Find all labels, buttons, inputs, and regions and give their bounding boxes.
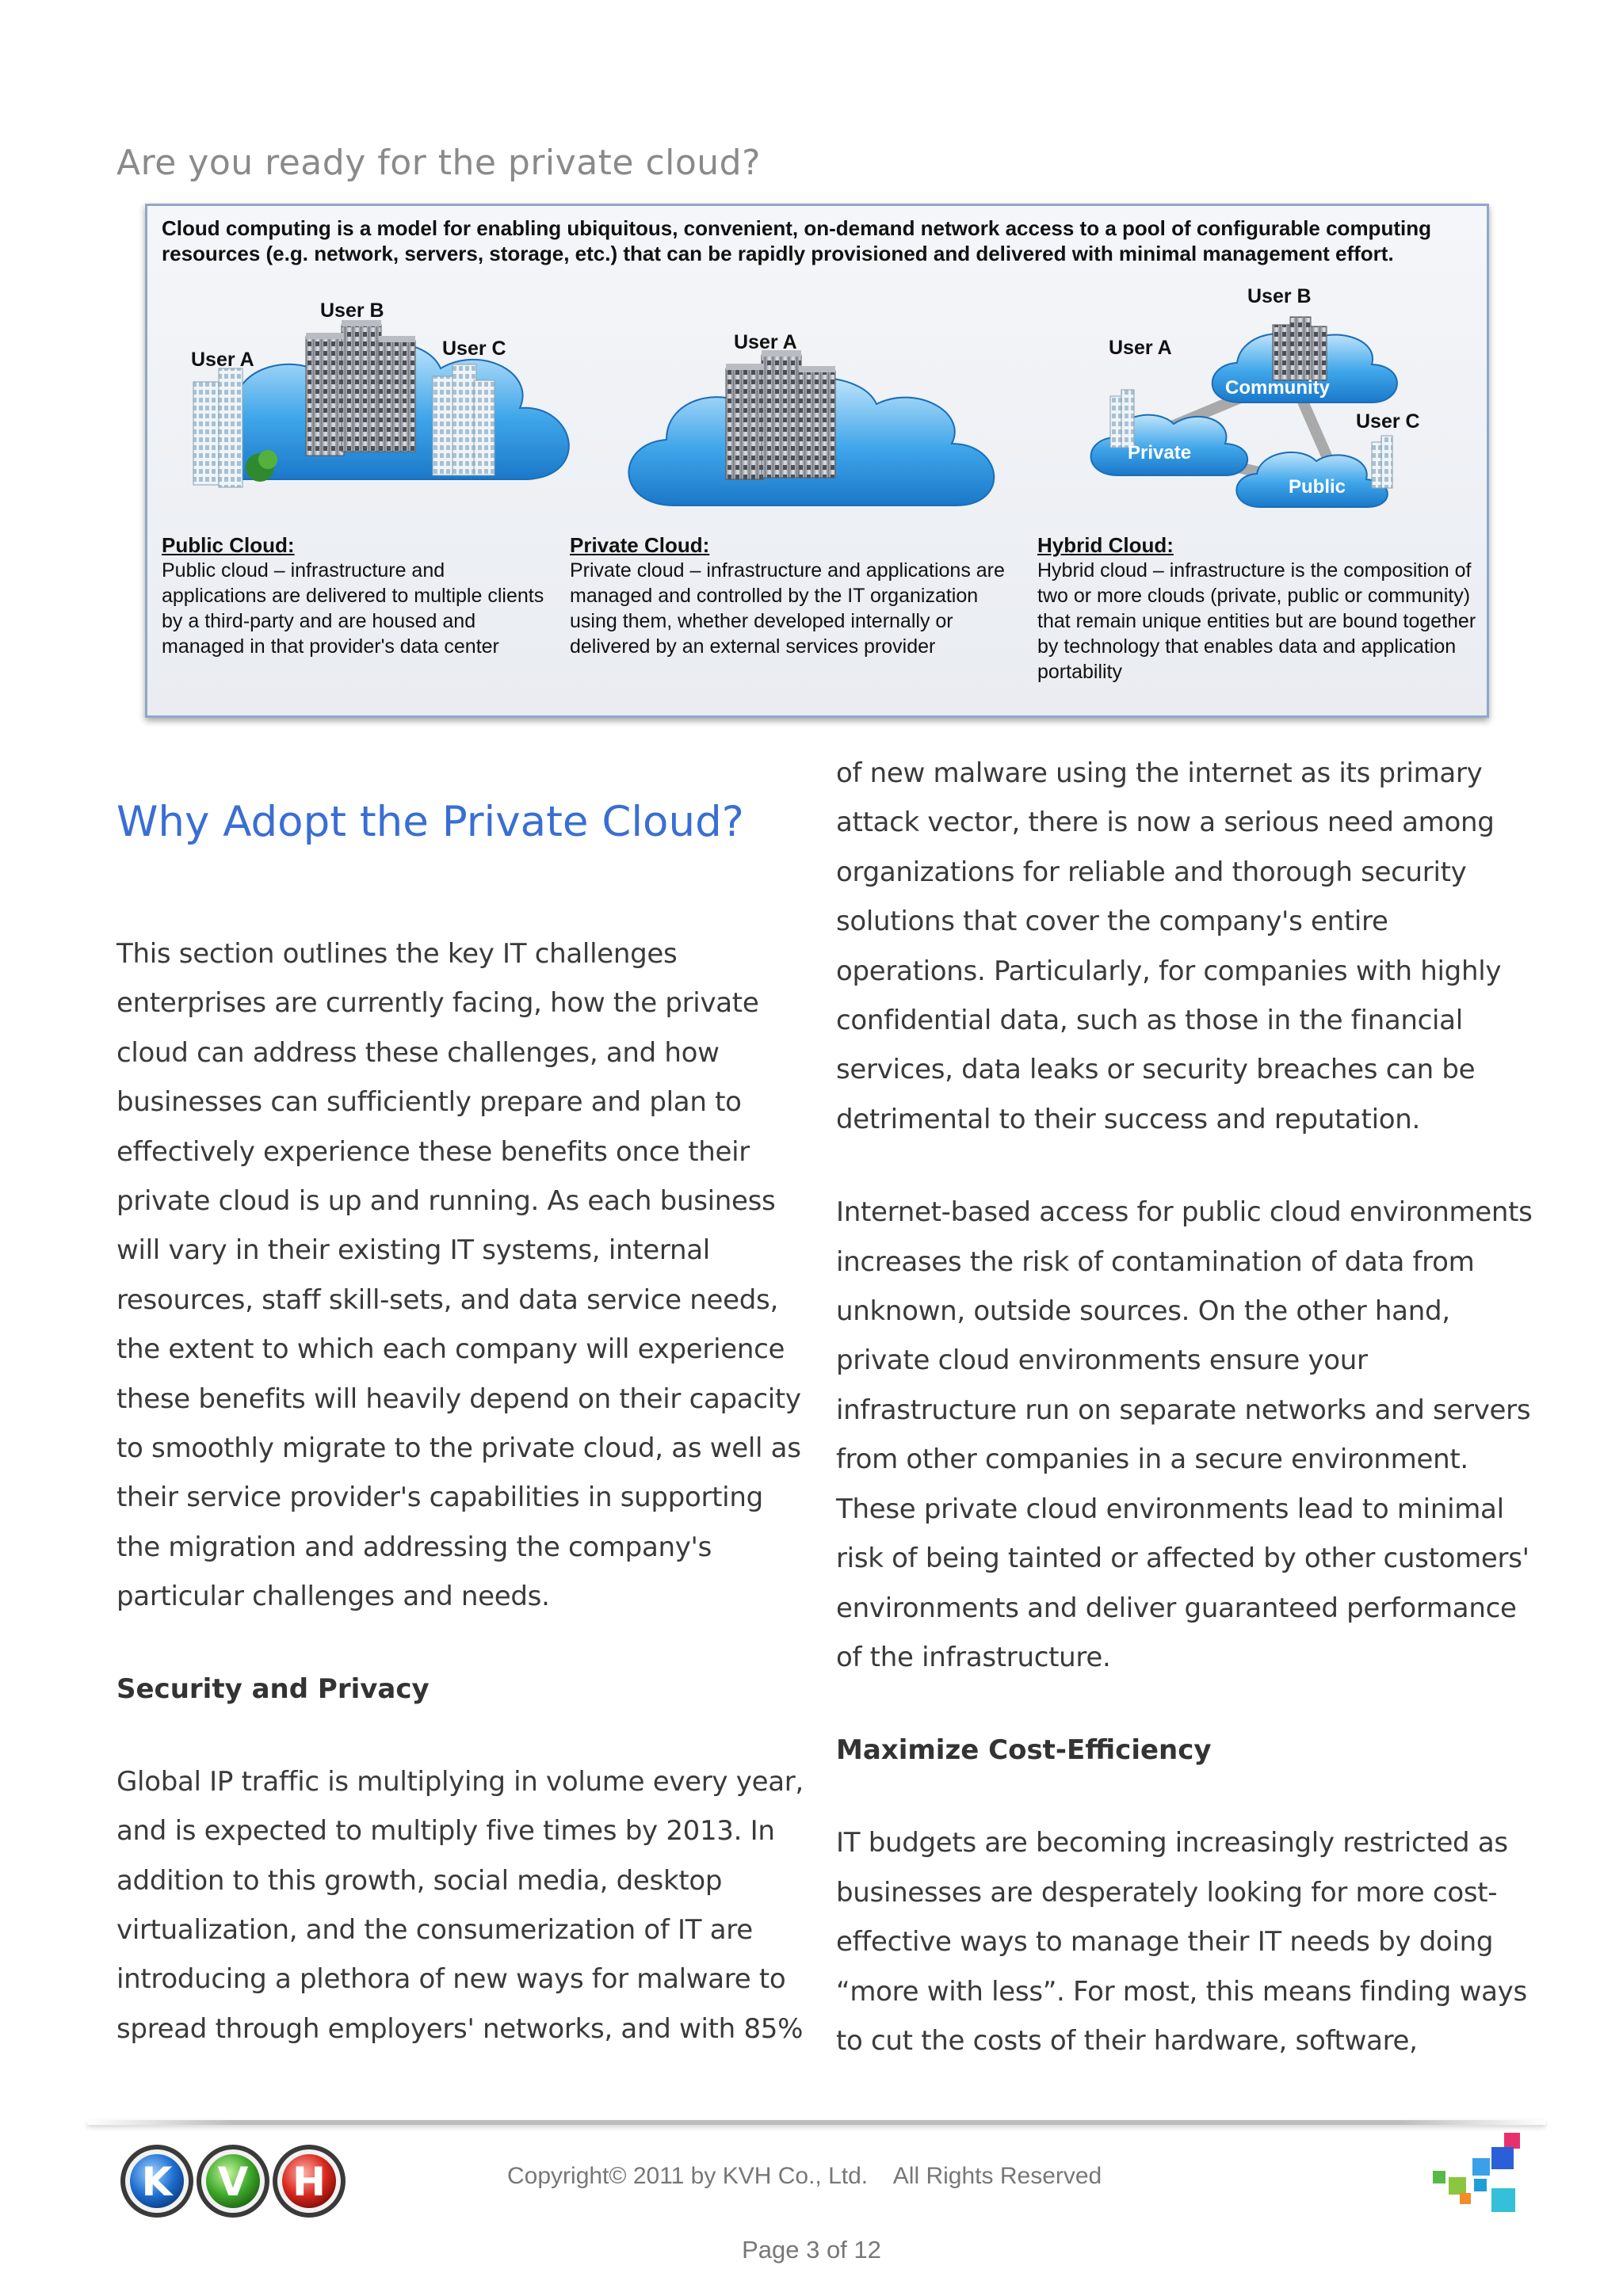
public-towers-c bbox=[433, 364, 495, 475]
cost-heading: Maximize Cost-Efficiency bbox=[836, 1734, 1212, 1767]
private-servers bbox=[726, 350, 835, 479]
hybrid-cloud-text: Hybrid cloud – infrastructure is the composition of two or more clouds (private, public or community) that remain unique entities but are bound together by technology that enables data and application portability bbox=[1037, 559, 1476, 683]
private-cloud-text: Private cloud – infrastructure and applications are managed and controlled by the IT organization using them, whether developed internally or delivered by an external services provider bbox=[570, 559, 1005, 658]
article-right-column bbox=[836, 749, 1533, 2065]
page-number: Page 3 of 12 bbox=[742, 2236, 881, 2264]
hybrid-user-b-label: User B bbox=[1247, 285, 1312, 307]
logo-ball-k bbox=[120, 2145, 193, 2218]
footer-divider bbox=[87, 2120, 1545, 2125]
security-paragraph-1-continued: of new malware using the internet as its primary attack vector, there is now a serious need among organizations for reliable and thorough security solutions that cover the company's entire operations. Particularly, for companies with highly confidential data, such as those in the financial services, data leaks or security breaches can be detrimental to their success and reputation. bbox=[836, 757, 1502, 1135]
hybrid-public-label: Public bbox=[1289, 476, 1346, 498]
hybrid-user-c-label: User C bbox=[1356, 410, 1420, 433]
article-left-column bbox=[116, 795, 814, 2054]
cost-paragraph-1: IT budgets are becoming increasingly restricted as businesses are desperately looking for more cost-effective ways to manage their IT needs by doing “more with less”. For most, this means finding ways to cut the costs of their hardware, software, bbox=[836, 1827, 1527, 2057]
logo-letter-k: K bbox=[141, 2159, 173, 2205]
security-heading: Security and Privacy bbox=[116, 1672, 430, 1705]
public-servers-b bbox=[306, 320, 415, 456]
hybrid-community-label: Community bbox=[1225, 377, 1330, 399]
private-cloud-illustration bbox=[628, 331, 994, 505]
public-cloud-illustration bbox=[191, 299, 569, 487]
public-user-c-label: User C bbox=[442, 338, 506, 360]
section-title: Why Adopt the Private Cloud? bbox=[116, 798, 744, 846]
hybrid-towers-c bbox=[1372, 436, 1392, 488]
private-user-a-label: User A bbox=[734, 331, 797, 353]
security-paragraph-2: Internet-based access for public cloud environments increases the risk of contamination of data from unknown, outside sources. On the other hand, private cloud environments ensure your infrastructure run on separate networks and servers from other companies in a secure environment. These private cloud environments lead to minimal risk of being tainted or affected by other customers' environments and deliver guaranteed performance of the infrastructure. bbox=[836, 1196, 1533, 1673]
hybrid-private-label: Private bbox=[1128, 442, 1192, 463]
logo-ball-h bbox=[273, 2145, 346, 2218]
public-cloud-description bbox=[162, 532, 550, 659]
private-cloud-description bbox=[570, 532, 1014, 659]
public-user-a-label: User A bbox=[191, 349, 254, 371]
hybrid-servers-b bbox=[1273, 317, 1327, 380]
public-cloud-title: Public Cloud: bbox=[162, 533, 295, 557]
copyright-text: Copyright© 2011 by KVH Co., Ltd. All Rights Reserved bbox=[507, 2163, 1102, 2189]
cloud-types-figure bbox=[145, 204, 1489, 718]
cloud-definition: Cloud computing is a model for enabling ubiquitous, convenient, on-demand network access to a pool of configurable computing resources (e.g. network, servers, storage, etc.) that can be rapidly provisioned and delivered with minimal management effort. bbox=[162, 216, 1431, 265]
public-cloud-text: Public cloud – infrastructure and applications are delivered to multiple clients by a third-party and are housed and managed in that provider's data center bbox=[162, 559, 544, 658]
hybrid-cloud-description bbox=[1037, 532, 1481, 685]
hybrid-user-a-label: User A bbox=[1109, 337, 1172, 359]
mosaic-logo-icon bbox=[1419, 2131, 1529, 2218]
hybrid-cloud-illustration bbox=[1091, 285, 1420, 507]
public-user-b-label: User B bbox=[320, 299, 384, 322]
intro-paragraph: This section outlines the key IT challenges enterprises are currently facing, how the private cloud can address these challenges, and how businesses can sufficiently prepare and plan to effectively experience these benefits once their private cloud is up and running. As each business will vary in their existing IT systems, internal resources, staff skill-sets, and data service needs, the extent to which each company will experience these benefits will heavily depend on their capacity to smoothly migrate to the private cloud, as well as their service provider's capabilities in supporting the migration and addressing the company's particular challenges and needs. bbox=[116, 938, 801, 1613]
logo-ball-v bbox=[197, 2145, 269, 2218]
security-paragraph-1: Global IP traffic is multiplying in volume every year, and is expected to multiply five times by 2013. In addition to this growth, social media, desktop virtualization, and the consumerization of IT are introducing a plethora of new ways for malware to spread through employers' networks, and with 85% bbox=[116, 1765, 804, 2045]
private-cloud-title: Private Cloud: bbox=[570, 533, 710, 557]
hybrid-tower-a bbox=[1110, 390, 1134, 448]
hybrid-cloud-title: Hybrid Cloud: bbox=[1037, 533, 1174, 557]
logo-letter-v: V bbox=[217, 2159, 249, 2205]
page-heading: Are you ready for the private cloud? bbox=[116, 143, 761, 183]
logo-letter-h: H bbox=[292, 2159, 326, 2205]
kvh-logo bbox=[117, 2137, 355, 2224]
